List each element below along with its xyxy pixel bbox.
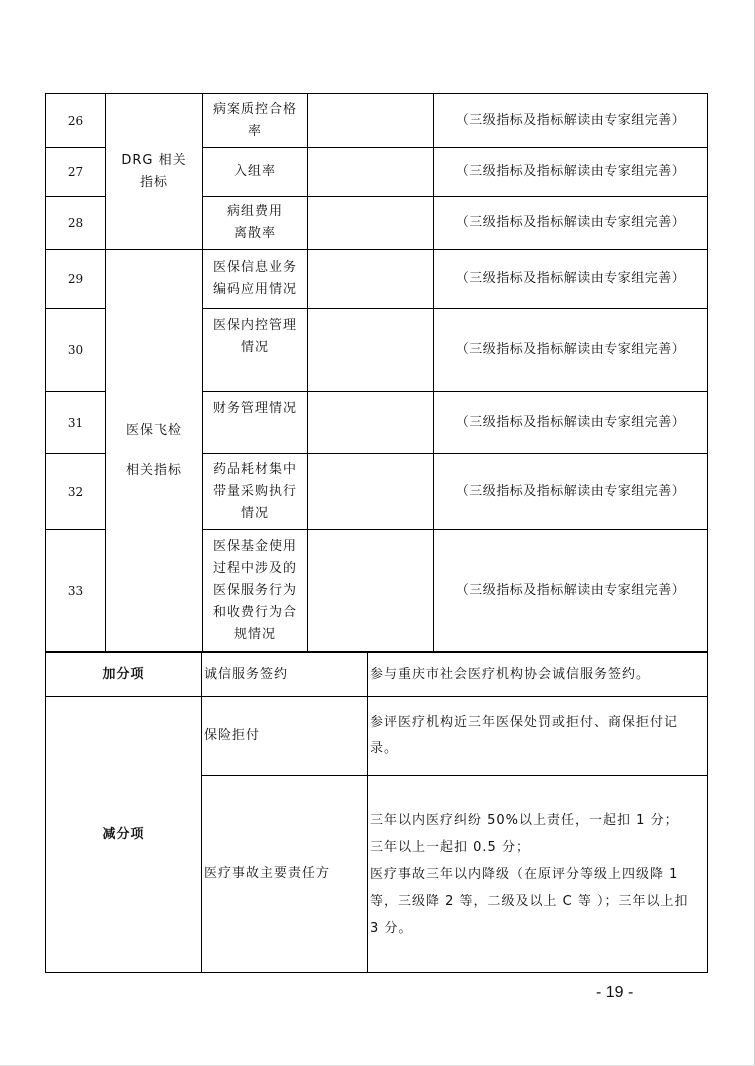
empty-cell <box>308 454 434 530</box>
bonus-item: 诚信服务签约 <box>202 653 368 697</box>
row-number: 32 <box>46 454 106 530</box>
description-line: 参评医疗机构近三年医保处罚或拒付、商保拒付记 <box>370 715 679 730</box>
indicator-note: （三级指标及指标解读由专家组完善） <box>434 250 708 309</box>
indicator-line: 医保内控管理 <box>212 318 297 333</box>
indicator-line: 药品耗材集中 <box>212 461 297 477</box>
row-number: 33 <box>46 530 106 652</box>
indicator-line: 和收费行为合 <box>212 604 297 620</box>
empty-cell <box>308 309 434 392</box>
empty-cell <box>308 148 434 197</box>
score-adjustment-table <box>45 652 708 973</box>
description-line: 三年以内医疗纠纷 50%以上责任，一起扣 1 分； <box>370 812 679 828</box>
indicator-line: 情况 <box>240 340 269 355</box>
indicator-note: （三级指标及指标解读由专家组完善） <box>434 530 708 652</box>
description-line: 医疗事故三年以内降级（在原评分等级上四级降 1 <box>370 866 679 882</box>
indicator-name <box>203 530 308 652</box>
category-line: 指标 <box>139 174 168 190</box>
empty-cell <box>308 530 434 652</box>
table-row <box>46 94 708 148</box>
table-row <box>46 250 708 309</box>
indicator-line: 入组率 <box>233 164 276 179</box>
indicator-line: 带量采购执行 <box>212 483 297 499</box>
indicator-note: （三级指标及指标解读由专家组完善） <box>434 94 708 148</box>
indicator-line: 规情况 <box>233 626 276 642</box>
indicator-line: 医保信息业务 <box>212 260 297 275</box>
empty-cell <box>308 94 434 148</box>
empty-cell <box>308 250 434 309</box>
page-number: - 19 - <box>596 984 634 1001</box>
indicator-line: 病组费用 <box>226 204 283 219</box>
indicator-note: （三级指标及指标解读由专家组完善） <box>434 148 708 197</box>
row-number: 31 <box>46 392 106 454</box>
empty-cell <box>308 197 434 250</box>
bonus-description: 参与重庆市社会医疗机构协会诚信服务签约。 <box>368 653 708 697</box>
deduction-label: 减分项 <box>46 697 202 973</box>
category-flight-check <box>106 250 203 652</box>
indicator-line: 医保服务行为 <box>212 582 297 598</box>
description-line: 3 分。 <box>370 920 413 936</box>
description-line: 三年以上一起扣 0.5 分； <box>370 839 530 855</box>
indicator-line: 医保基金使用 <box>212 538 297 554</box>
description-line: 录。 <box>370 741 399 756</box>
deduction-item: 保险拒付 <box>202 697 368 776</box>
indicator-name <box>203 94 308 148</box>
indicator-table <box>45 93 708 652</box>
description-line: 等，三级降 2 等，二级及以上 C 等 ）；三年以上扣 <box>370 893 689 909</box>
indicator-name <box>203 148 308 197</box>
indicator-name <box>203 392 308 454</box>
indicator-line: 过程中涉及的 <box>212 560 297 576</box>
indicator-name <box>203 454 308 530</box>
deduction-description <box>368 697 708 776</box>
category-drg <box>106 94 203 250</box>
deduction-row <box>46 697 708 776</box>
indicator-line: 财务管理情况 <box>212 401 297 416</box>
indicator-note: （三级指标及指标解读由专家组完善） <box>434 197 708 250</box>
row-number: 30 <box>46 309 106 392</box>
deduction-description <box>368 776 708 973</box>
indicator-note: （三级指标及指标解读由专家组完善） <box>434 454 708 530</box>
indicator-line: 编码应用情况 <box>212 282 297 297</box>
indicator-name <box>203 309 308 392</box>
bonus-label: 加分项 <box>46 653 202 697</box>
indicator-note: （三级指标及指标解读由专家组完善） <box>434 309 708 392</box>
empty-cell <box>308 392 434 454</box>
row-number: 27 <box>46 148 106 197</box>
category-line: 相关指标 <box>125 462 182 478</box>
category-line: 医保飞检 <box>125 422 182 438</box>
indicator-line: 病案质控合格 <box>212 101 297 117</box>
row-number: 28 <box>46 197 106 250</box>
row-number: 29 <box>46 250 106 309</box>
indicator-line: 离散率 <box>233 226 276 241</box>
indicator-line: 率 <box>247 123 262 139</box>
indicator-name <box>203 250 308 309</box>
indicator-name <box>203 197 308 250</box>
indicator-note: （三级指标及指标解读由专家组完善） <box>434 392 708 454</box>
bonus-row <box>46 653 708 697</box>
indicator-line: 情况 <box>240 505 269 521</box>
category-line: DRG 相关 <box>121 152 187 168</box>
row-number: 26 <box>46 94 106 148</box>
deduction-item: 医疗事故主要责任方 <box>202 776 368 973</box>
